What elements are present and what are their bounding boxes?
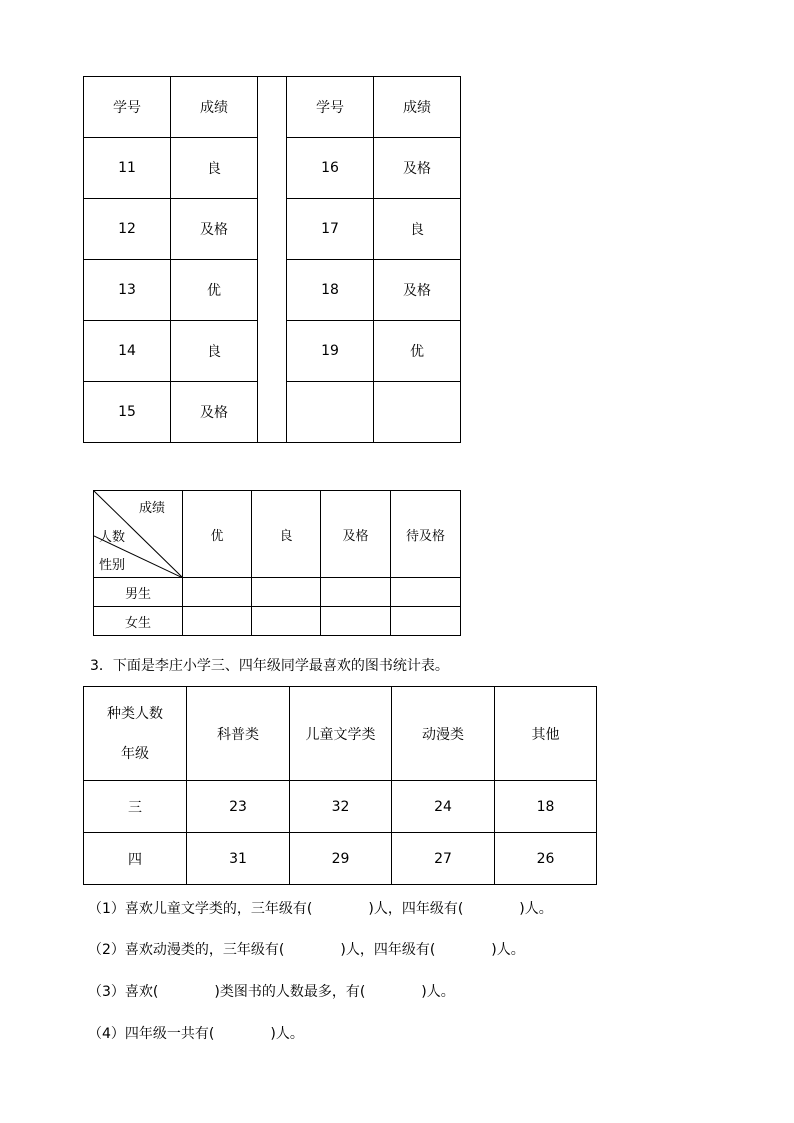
- value-cell: 31: [187, 833, 290, 885]
- diagonal-header-cell: [94, 491, 183, 578]
- value-cell: 32: [290, 781, 392, 833]
- student-id: 13: [84, 260, 171, 321]
- corner-label-grade: 年级: [121, 745, 149, 762]
- table-spacer: [258, 77, 287, 443]
- table-row: [94, 607, 461, 636]
- table-row: [84, 833, 597, 885]
- row-label: 男生: [94, 578, 183, 607]
- student-id: 14: [84, 321, 171, 382]
- table-header-row: [94, 491, 461, 578]
- blank-cell: [391, 578, 461, 607]
- grade-cell: 优: [171, 260, 258, 321]
- grade-cell: 及格: [171, 382, 258, 443]
- blank-cell: [252, 578, 321, 607]
- blank-cell: [321, 578, 391, 607]
- corner-label-gender: 性别: [99, 558, 126, 573]
- header-cell: 其他: [495, 687, 597, 781]
- blank-cell: [321, 607, 391, 636]
- value-cell: 27: [392, 833, 495, 885]
- student-id: 12: [84, 199, 171, 260]
- header-cell: 良: [252, 491, 321, 578]
- student-id: 15: [84, 382, 171, 443]
- header-cell: 成绩: [374, 77, 461, 138]
- question-3-intro: 3．下面是李庄小学三、四年级同学最喜欢的图书统计表。: [90, 658, 449, 674]
- grade-label: 四: [84, 833, 187, 885]
- header-cell: 优: [183, 491, 252, 578]
- question-item: （2）喜欢动漫类的，三年级有( )人，四年级有( )人。: [88, 942, 525, 958]
- question-item: （1）喜欢儿童文学类的，三年级有( )人，四年级有( )人。: [88, 901, 553, 917]
- value-cell: 24: [392, 781, 495, 833]
- value-cell: 18: [495, 781, 597, 833]
- grade-count-table: [93, 490, 461, 636]
- value-cell: 29: [290, 833, 392, 885]
- value-cell: 26: [495, 833, 597, 885]
- corner-header-cell: [84, 687, 187, 781]
- grade-cell: 良: [171, 138, 258, 199]
- grade-cell: 及格: [374, 138, 461, 199]
- blank-cell: [183, 607, 252, 636]
- header-cell: 学号: [84, 77, 171, 138]
- header-cell: 科普类: [187, 687, 290, 781]
- value-cell: 23: [187, 781, 290, 833]
- grade-cell: 良: [171, 321, 258, 382]
- table-header-row: [84, 77, 461, 138]
- score-table: [83, 76, 461, 443]
- table-row: [94, 578, 461, 607]
- corner-label-score: 成绩: [139, 501, 166, 516]
- corner-label-type-count: 种类人数: [107, 705, 163, 722]
- student-id: 11: [84, 138, 171, 199]
- grade-cell: 良: [374, 199, 461, 260]
- blank-cell: [183, 578, 252, 607]
- question-item: （3）喜欢( )类图书的人数最多，有( )人。: [88, 984, 455, 1000]
- header-cell: 及格: [321, 491, 391, 578]
- student-id: 17: [287, 199, 374, 260]
- header-cell: 学号: [287, 77, 374, 138]
- student-id: 16: [287, 138, 374, 199]
- blank-cell: [252, 607, 321, 636]
- table-row: [84, 781, 597, 833]
- grade-label: 三: [84, 781, 187, 833]
- student-id: [287, 382, 374, 443]
- header-cell: 动漫类: [392, 687, 495, 781]
- grade-cell: 及格: [171, 199, 258, 260]
- book-stats-table: [83, 686, 597, 885]
- corner-label-count: 人数: [99, 530, 126, 545]
- table-header-row: [84, 687, 597, 781]
- grade-cell: 及格: [374, 260, 461, 321]
- grade-cell: [374, 382, 461, 443]
- student-id: 18: [287, 260, 374, 321]
- header-cell: 儿童文学类: [290, 687, 392, 781]
- header-cell: 待及格: [391, 491, 461, 578]
- question-item: （4）四年级一共有( )人。: [88, 1026, 304, 1042]
- blank-cell: [391, 607, 461, 636]
- header-cell: 成绩: [171, 77, 258, 138]
- student-id: 19: [287, 321, 374, 382]
- grade-cell: 优: [374, 321, 461, 382]
- row-label: 女生: [94, 607, 183, 636]
